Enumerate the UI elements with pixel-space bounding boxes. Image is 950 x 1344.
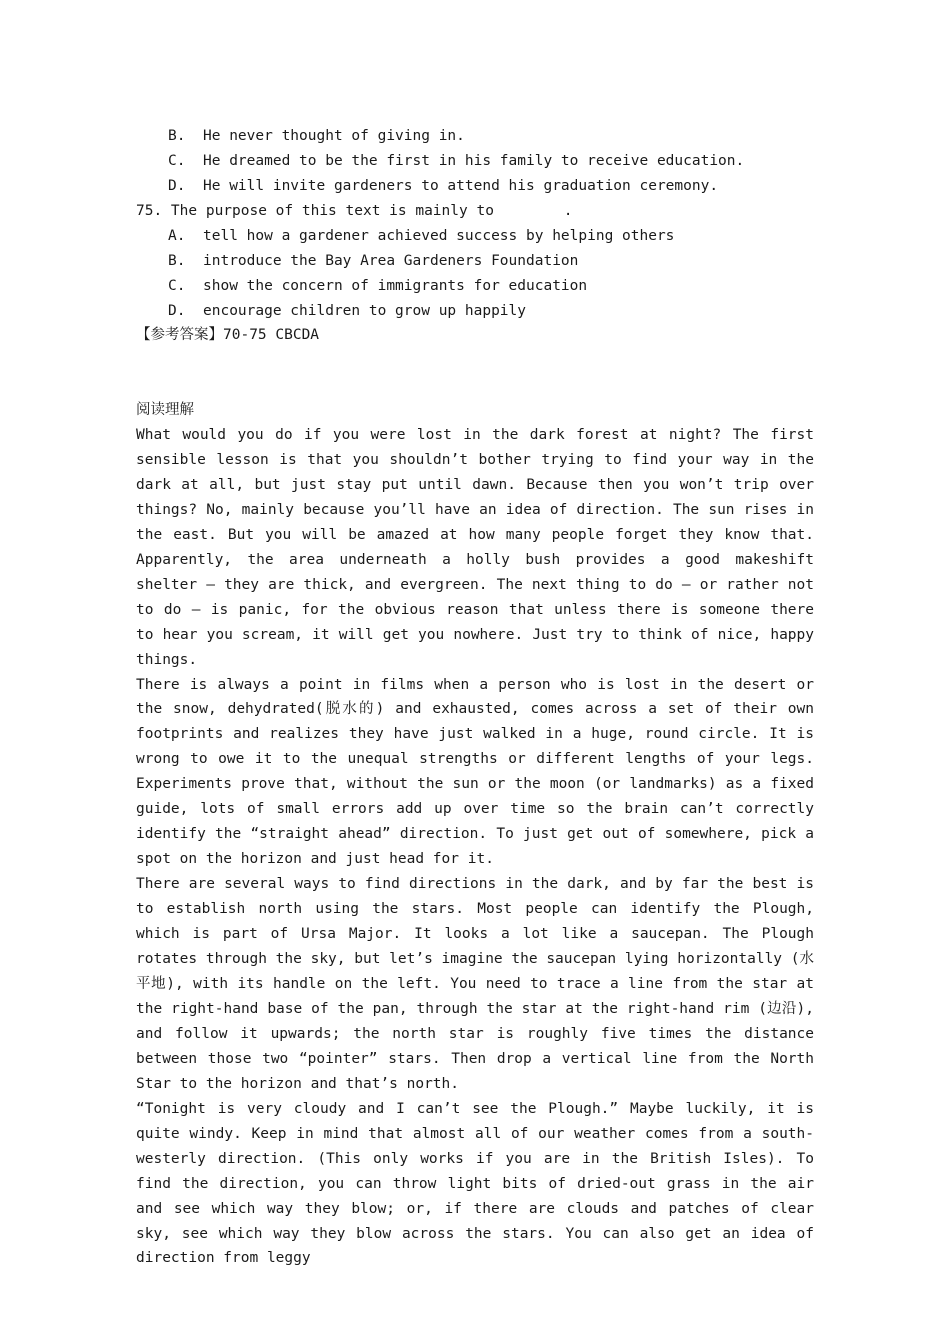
option-letter: C. — [168, 278, 186, 294]
q74-option-b — [168, 124, 465, 149]
paragraph: “Tonight is very cloudy and I can’t see the Plough.” Maybe luckily, it is quite windy. Keep in mind that almost all of our weather comes from a south-westerly direction. (This only works if you are in the British Isles). To find the direction, you can throw light bits of dried-out grass in the air and see which way they blow; or, if there are clouds and patches of clear sky, see which way they blow across the stars. You can also get an idea of direction from leggy — [136, 1100, 814, 1267]
paragraph: There are several ways to find directions in the dark, and by far the best is to establish north using the stars. Most people can identify the Plough, which is part of Ursa Major. It looks a lot like a saucepan. The Plough rotates through the sky, but let’s imagine the saucepan lying horizontally (水平地), with its handle on the left. You need to trace a line from the star at the right-hand base of the pan, through the star at the right-hand rim (边沿), and follow it upwards; the north star is roughly five times the distance between those two “pointer” stars. Then drop a vertical line from the North Star to the horizon and that’s north. — [136, 876, 814, 1092]
option-text: introduce the Bay Area Gardeners Foundation — [203, 253, 579, 269]
option-letter: A. — [168, 228, 186, 244]
option-letter: B. — [168, 253, 186, 269]
q74-option-c — [168, 149, 744, 174]
q75-option-d — [168, 299, 526, 324]
q75-option-a — [168, 224, 674, 249]
option-text: He never thought of giving in. — [203, 128, 465, 144]
option-text: He dreamed to be the first in his family to receive education. — [203, 153, 745, 169]
option-letter: B. — [168, 128, 186, 144]
reading-passage — [136, 423, 814, 1271]
option-text: tell how a gardener achieved success by helping others — [203, 228, 675, 244]
q75-stem: 75. The purpose of this text is mainly to . — [136, 203, 573, 219]
option-text: encourage children to grow up happily — [203, 303, 527, 319]
q75-option-b — [168, 249, 578, 274]
option-text: show the concern of immigrants for education — [203, 278, 588, 294]
option-letter: C. — [168, 153, 186, 169]
q74-option-d — [168, 174, 718, 199]
paragraph: There is always a point in films when a person who is lost in the desert or the snow, dehydrated(脱水的) and exhausted, comes across a set of their own footprints and realizes they have just walked in a huge, round circle. It is wrong to owe it to the unequal strengths or different lengths of your legs. Experiments prove that, without the sun or the moon (or landmarks) as a fixed guide, lots of small errors add up over time so the brain can’t correctly identify the “straight ahead” direction. To just get out of somewhere, pick a spot on the horizon and just head for it. — [136, 676, 814, 868]
paragraph: What would you do if you were lost in the dark forest at night? The first sensible lesson is that you shouldn’t bother trying to find your way in the dark at all, but just stay put until dawn. Because then you won’t trip over things? No, mainly because you’ll have an idea of direction. The sun rises in the east. But you will be amazed at how many people forget they know that. Apparently, the area underneath a holly bush provides a good makeshift shelter — they are thick, and evergreen. The next thing to do — or rather not to do — is panic, for the obvious reason that unless there is someone there to hear you scream, it will get you nowhere. Just try to think of nice, happy things. — [136, 427, 814, 668]
answer-key: 【参考答案】70-75 CBCDA — [136, 327, 320, 343]
q75-option-c — [168, 274, 587, 299]
option-letter: D. — [168, 178, 186, 194]
section-title: 阅读理解 — [136, 402, 194, 418]
option-text: He will invite gardeners to attend his graduation ceremony. — [203, 178, 719, 194]
option-letter: D. — [168, 303, 186, 319]
